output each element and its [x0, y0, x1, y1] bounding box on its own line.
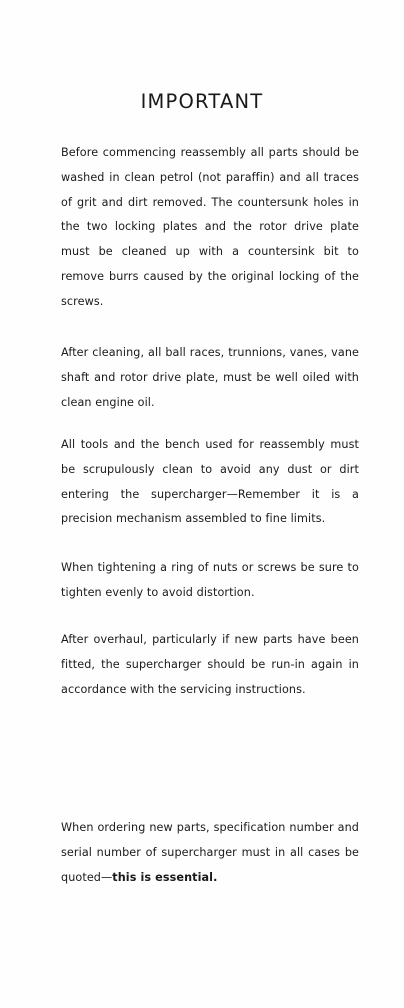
page-title: IMPORTANT [140, 90, 264, 113]
emphasis-text: this is essential. [112, 870, 218, 884]
paragraph-cleaning-parts: Before commencing reassembly all parts should be washed in clean petrol (not paraffin) and all traces of grit and dirt removed. The countersunk holes in the two locking plates and the rotor drive plate must be cleaned up with a countersink bit to remove burrs caused by the original locking of the screws. [61, 146, 359, 308]
paragraph-tightening: When tightening a ring of nuts or screws be sure to tighten evenly to avoid distortion. [61, 561, 359, 599]
paragraph-oiling: After cleaning, all ball races, trunnions, vanes, vane shaft and rotor drive plate, must be well oiled with clean engine oil. [61, 346, 359, 409]
paragraph-ordering-parts [61, 816, 359, 890]
paragraph-overhaul: After overhaul, particularly if new parts have been fitted, the supercharger should be run-in again in accordance with the servicing instructions. [61, 633, 359, 696]
ordering-text: When ordering new parts, specification number and serial number of supercharger must in all cases be quoted— [61, 821, 359, 884]
paragraph-clean-tools: All tools and the bench used for reassembly must be scrupulously clean to avoid any dust or dirt entering the supercharger—Remember it is a precision mechanism assembled to fine limits. [61, 438, 359, 526]
